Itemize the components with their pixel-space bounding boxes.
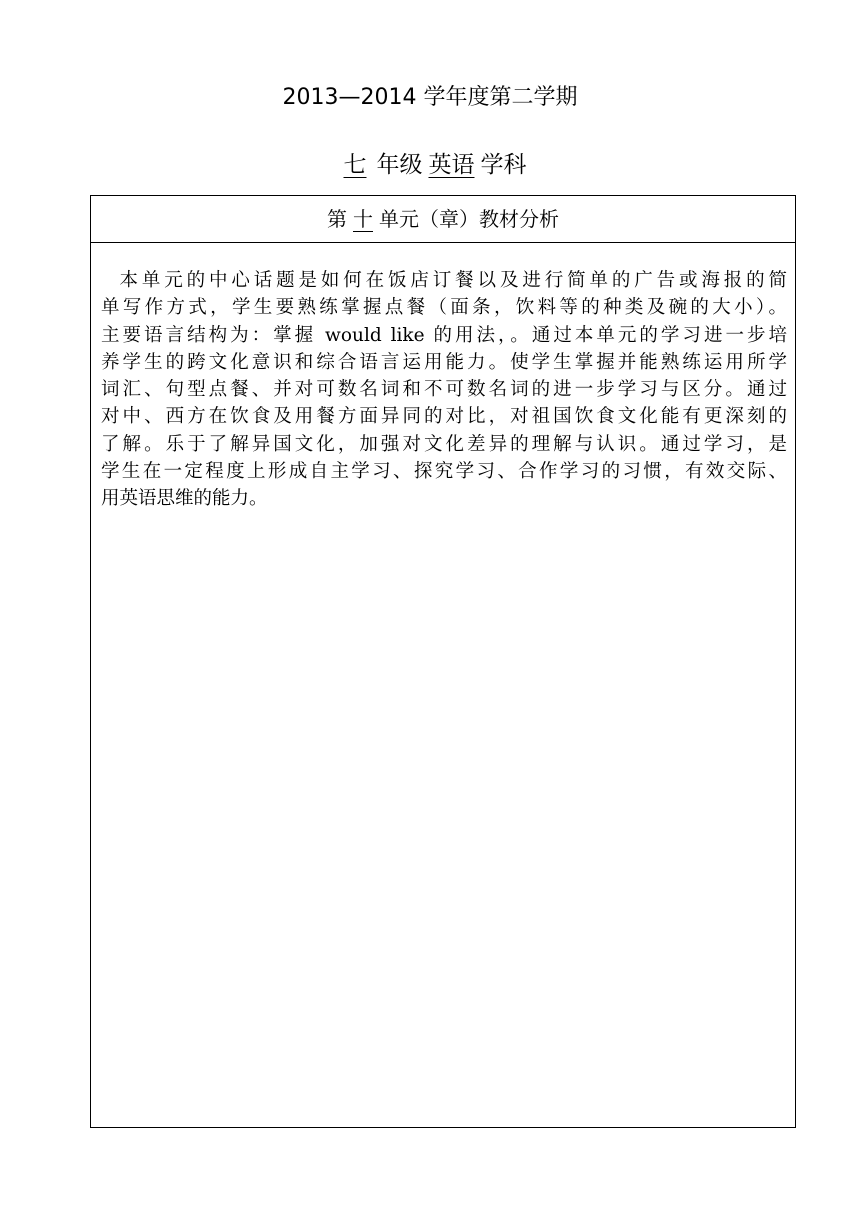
- grade-subject-title: [0, 150, 860, 180]
- unit-prefix: 第: [327, 207, 347, 231]
- analysis-line: 用英语思维的能力。: [101, 488, 268, 510]
- analysis-line: 了解。乐于了解异国文化，加强对文化差异的理解与认识。通过学习，是: [101, 433, 787, 455]
- grade-suffix: 年级: [376, 152, 423, 178]
- analysis-line: 学生在一定程度上形成自主学习、探究学习、合作学习的习惯，有效交际、: [101, 461, 787, 483]
- subject-suffix: 学科: [480, 152, 527, 178]
- analysis-line: 对中、西方在饮食及用餐方面异同的对比，对祖国饮食文化能有更深刻的: [101, 406, 787, 428]
- semester-title: [0, 83, 860, 113]
- semester-title-text: 2013—2014 学年度第二学期: [282, 85, 578, 110]
- analysis-table-header: [91, 196, 795, 243]
- unit-suffix: 单元（章）教材分析: [379, 207, 559, 231]
- analysis-table: [90, 195, 796, 1128]
- unit-number: 十: [353, 207, 373, 231]
- subject-value: 英语: [428, 152, 475, 178]
- grade-value: 七: [343, 152, 367, 178]
- analysis-text: [91, 243, 795, 513]
- analysis-line: 单写作方式，学生要熟练掌握点餐（面条，饮料等的种类及碗的大小）。: [101, 297, 787, 319]
- analysis-line: 主要语言结构为：掌握 would like 的用法，。通过本单元的学习进一步培: [101, 324, 787, 346]
- analysis-line: 养学生的跨文化意识和综合语言运用能力。使学生掌握并能熟练运用所学: [101, 351, 787, 373]
- analysis-line: 词汇、句型点餐、并对可数名词和不可数名词的进一步学习与区分。通过: [101, 379, 787, 401]
- analysis-line: 本单元的中心话题是如何在饭店订餐以及进行简单的广告或海报的简: [119, 270, 787, 291]
